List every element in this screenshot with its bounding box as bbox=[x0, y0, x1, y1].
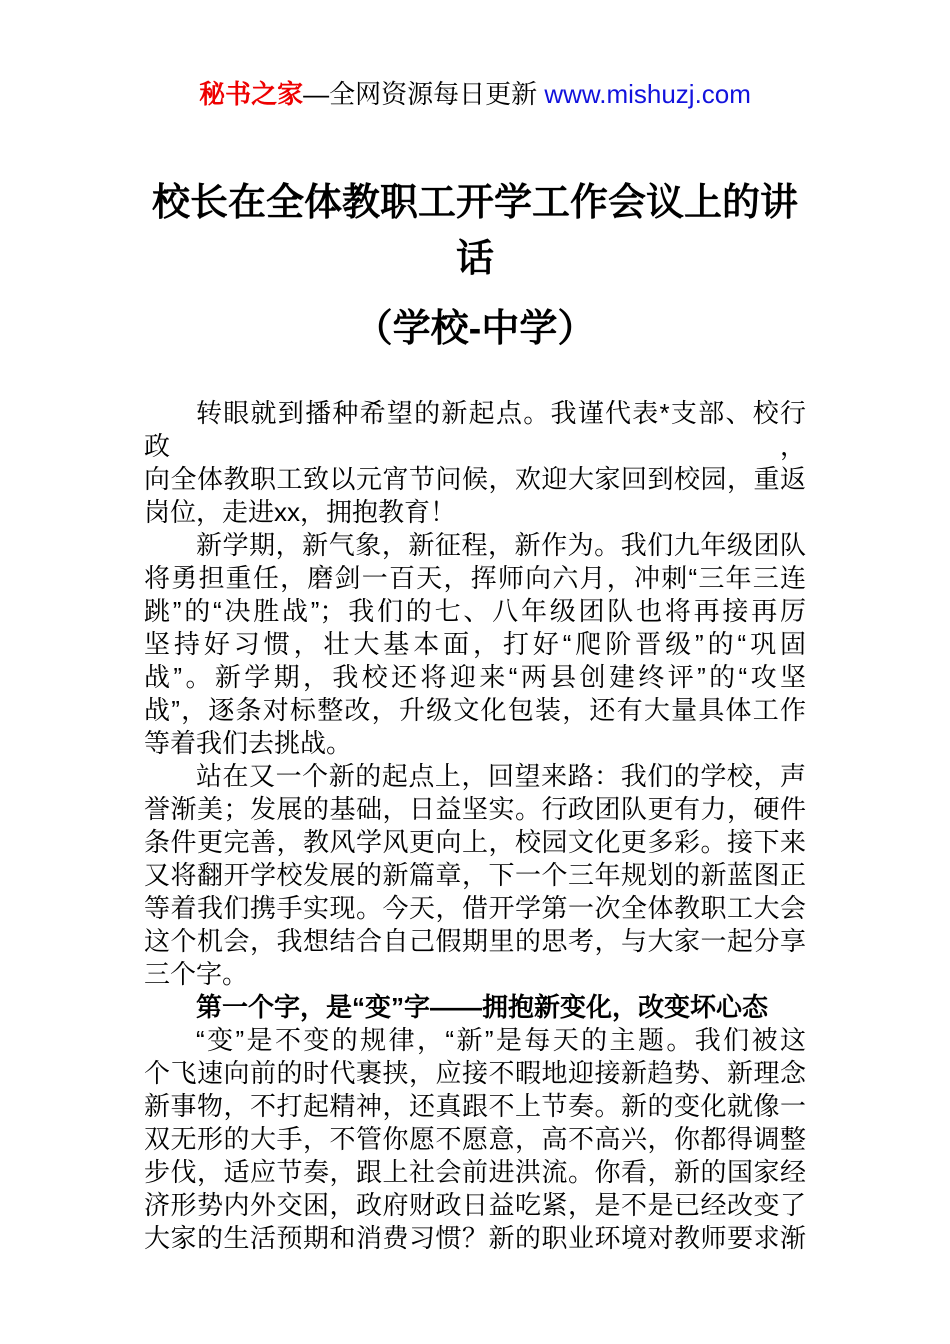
text-line: 双无形的大手，不管你愿不愿意，高不高兴，你都得调整 bbox=[144, 1124, 806, 1154]
site-tagline: —全网资源每日更新 bbox=[303, 79, 545, 109]
text-line: 战”。新学期，我校还将迎来“两县创建终评”的“攻坚 bbox=[144, 662, 806, 692]
site-header bbox=[144, 78, 806, 111]
text-line: 条件更完善，教风学风更向上，校园文化更多彩。接下来 bbox=[144, 827, 806, 857]
text-line: 等着我们携手实现。今天，借开学第一次全体教职工大会 bbox=[144, 893, 806, 923]
text-line: 坚持好习惯，壮大基本面，打好“爬阶晋级”的“巩固 bbox=[144, 629, 806, 659]
text-line: 转眼就到播种希望的新起点。我谨代表*支部、校行政， bbox=[144, 398, 806, 461]
text-line: 济形势内外交困，政府财政日益吃紧，是不是已经改变了 bbox=[144, 1190, 806, 1220]
text-line: 个飞速向前的时代裹挟，应接不暇地迎接新趋势、新理念 bbox=[144, 1058, 806, 1088]
text-line: 这个机会，我想结合自己假期里的思考，与大家一起分享 bbox=[144, 926, 806, 956]
document-title bbox=[144, 175, 806, 357]
text-line: 第一个字，是“变”字——拥抱新变化，改变坏心态 bbox=[196, 992, 769, 1022]
text-line: 又将翻开学校发展的新篇章，下一个三年规划的新蓝图正 bbox=[144, 860, 806, 890]
title-line-1: 校长在全体教职工开学工作会议上的讲话 bbox=[151, 182, 798, 280]
site-name: 秘书之家 bbox=[199, 79, 304, 109]
document-body bbox=[144, 397, 806, 1255]
site-url-link[interactable]: www.mishuzj.com bbox=[544, 79, 751, 109]
text-line: 站在又一个新的起点上，回望来路：我们的学校，声 bbox=[196, 761, 806, 791]
text-line: 新学期，新气象，新征程，新作为。我们九年级团队 bbox=[196, 530, 806, 560]
title-line-2: （学校-中学） bbox=[354, 308, 596, 350]
text-line: 战”，逐条对标整改，升级文化包装，还有大量具体工作 bbox=[144, 695, 806, 725]
text-line: “变”是不变的规律，“新”是每天的主题。我们被这 bbox=[196, 1025, 806, 1055]
text-line: 三个字。 bbox=[144, 959, 249, 989]
text-line: 跳”的“决胜战”；我们的七、八年级团队也将再接再厉 bbox=[144, 596, 806, 626]
content-column bbox=[144, 78, 806, 1255]
text-line: 向全体教职工致以元宵节问候，欢迎大家回到校园，重返 bbox=[144, 464, 806, 494]
text-line: 大家的生活预期和消费习惯？新的职业环境对教师要求渐 bbox=[144, 1223, 806, 1253]
text-line: 步伐，适应节奏，跟上社会前进洪流。你看，新的国家经 bbox=[144, 1157, 806, 1187]
text-line: 等着我们去挑战。 bbox=[144, 728, 353, 758]
text-line: 誉渐美；发展的基础，日益坚实。行政团队更有力，硬件 bbox=[144, 794, 806, 824]
text-line: 将勇担重任，磨剑一百天，挥师向六月，冲刺“三年三连 bbox=[144, 563, 806, 593]
text-line: 新事物，不打起精神，还真跟不上节奏。新的变化就像一 bbox=[144, 1091, 806, 1121]
text-line: 岗位，走进xx，拥抱教育！ bbox=[144, 497, 457, 527]
